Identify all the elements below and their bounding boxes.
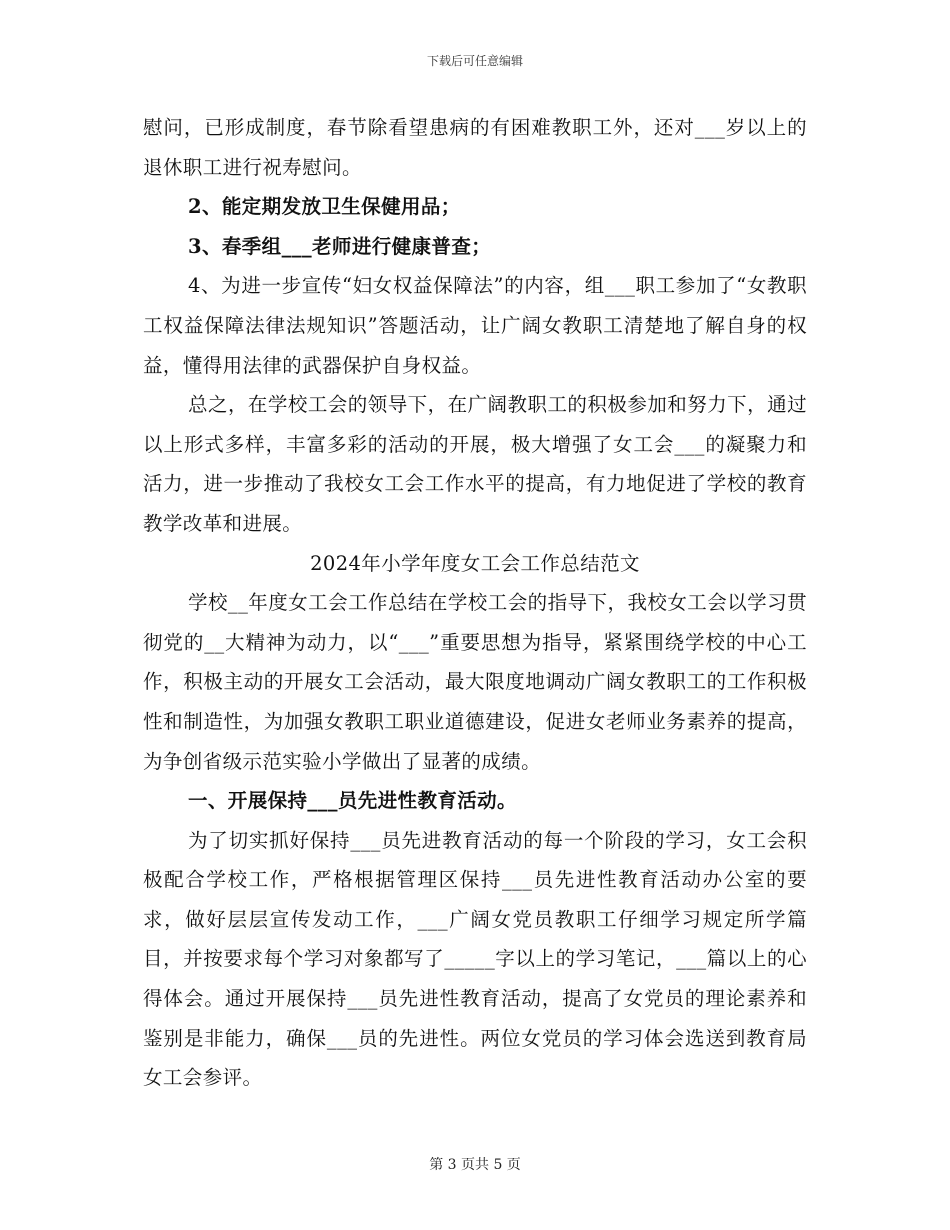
- page-header: 下载后可任意编辑: [426, 54, 523, 68]
- body-paragraph: 为了切实抓好保持___员先进教育活动的每一个阶段的学习，女工会积极配合学校工作，严格根据管理区保持___员先进性教育活动办公室的要求，做好层层宣传发动工作，___广阔女党员教职工仔细学习规定所学篇目，并按要求每个学习对象都写了_____字以上的学习笔记，___篇以上的心得体会。通过开展保持___员先进性教育活动，提高了女党员的理论素养和鉴别是非能力，确保___员的先进性。两位女党员的学习体会选送到教育局女工会参评。: [143, 828, 807, 1090]
- section-heading: 一、开展保持___员先进性教育活动。: [188, 789, 517, 813]
- document-body: [143, 108, 807, 1098]
- section-title: 2024年小学年度女工会工作总结范文: [310, 551, 640, 575]
- paragraph-continued: 慰问，已形成制度，春节除看望患病的有困难教职工外，还对___岁以上的退休职工进行祝寿慰问。: [143, 116, 807, 179]
- list-item-2: 2、能定期发放卫生保健用品；: [188, 195, 461, 219]
- list-item-4: 4、为进一步宣传“妇女权益保障法”的内容，组___职工参加了“女教职工权益保障法律法规知识”答题活动，让广阔女教职工清楚地了解自身的权益，懂得用法律的武器保护自身权益。: [143, 274, 807, 377]
- summary-paragraph: 总之，在学校工会的领导下，在广阔教职工的积极参加和努力下，通过以上形式多样，丰富多彩的活动的开展，极大增强了女工会___的凝聚力和活力，进一步推动了我校女工会工作水平的提高，有力地促进了学校的教育教学改革和进展。: [143, 393, 807, 535]
- intro-paragraph: 学校__年度女工会工作总结在学校工会的指导下，我校女工会以学习贯彻党的__大精神为动力，以“___”重要思想为指导，紧紧围绕学校的中心工作，积极主动的开展女工会活动，最大限度地调动广阔女教职工的工作积极性和制造性，为加强女教职工职业道德建设，促进女老师业务素养的提高，为争创省级示范实验小学做出了显著的成绩。: [143, 591, 807, 773]
- page-footer: 第 3 页共 5 页: [429, 1157, 521, 1173]
- list-item-3: 3、春季组___老师进行健康普查；: [188, 234, 492, 258]
